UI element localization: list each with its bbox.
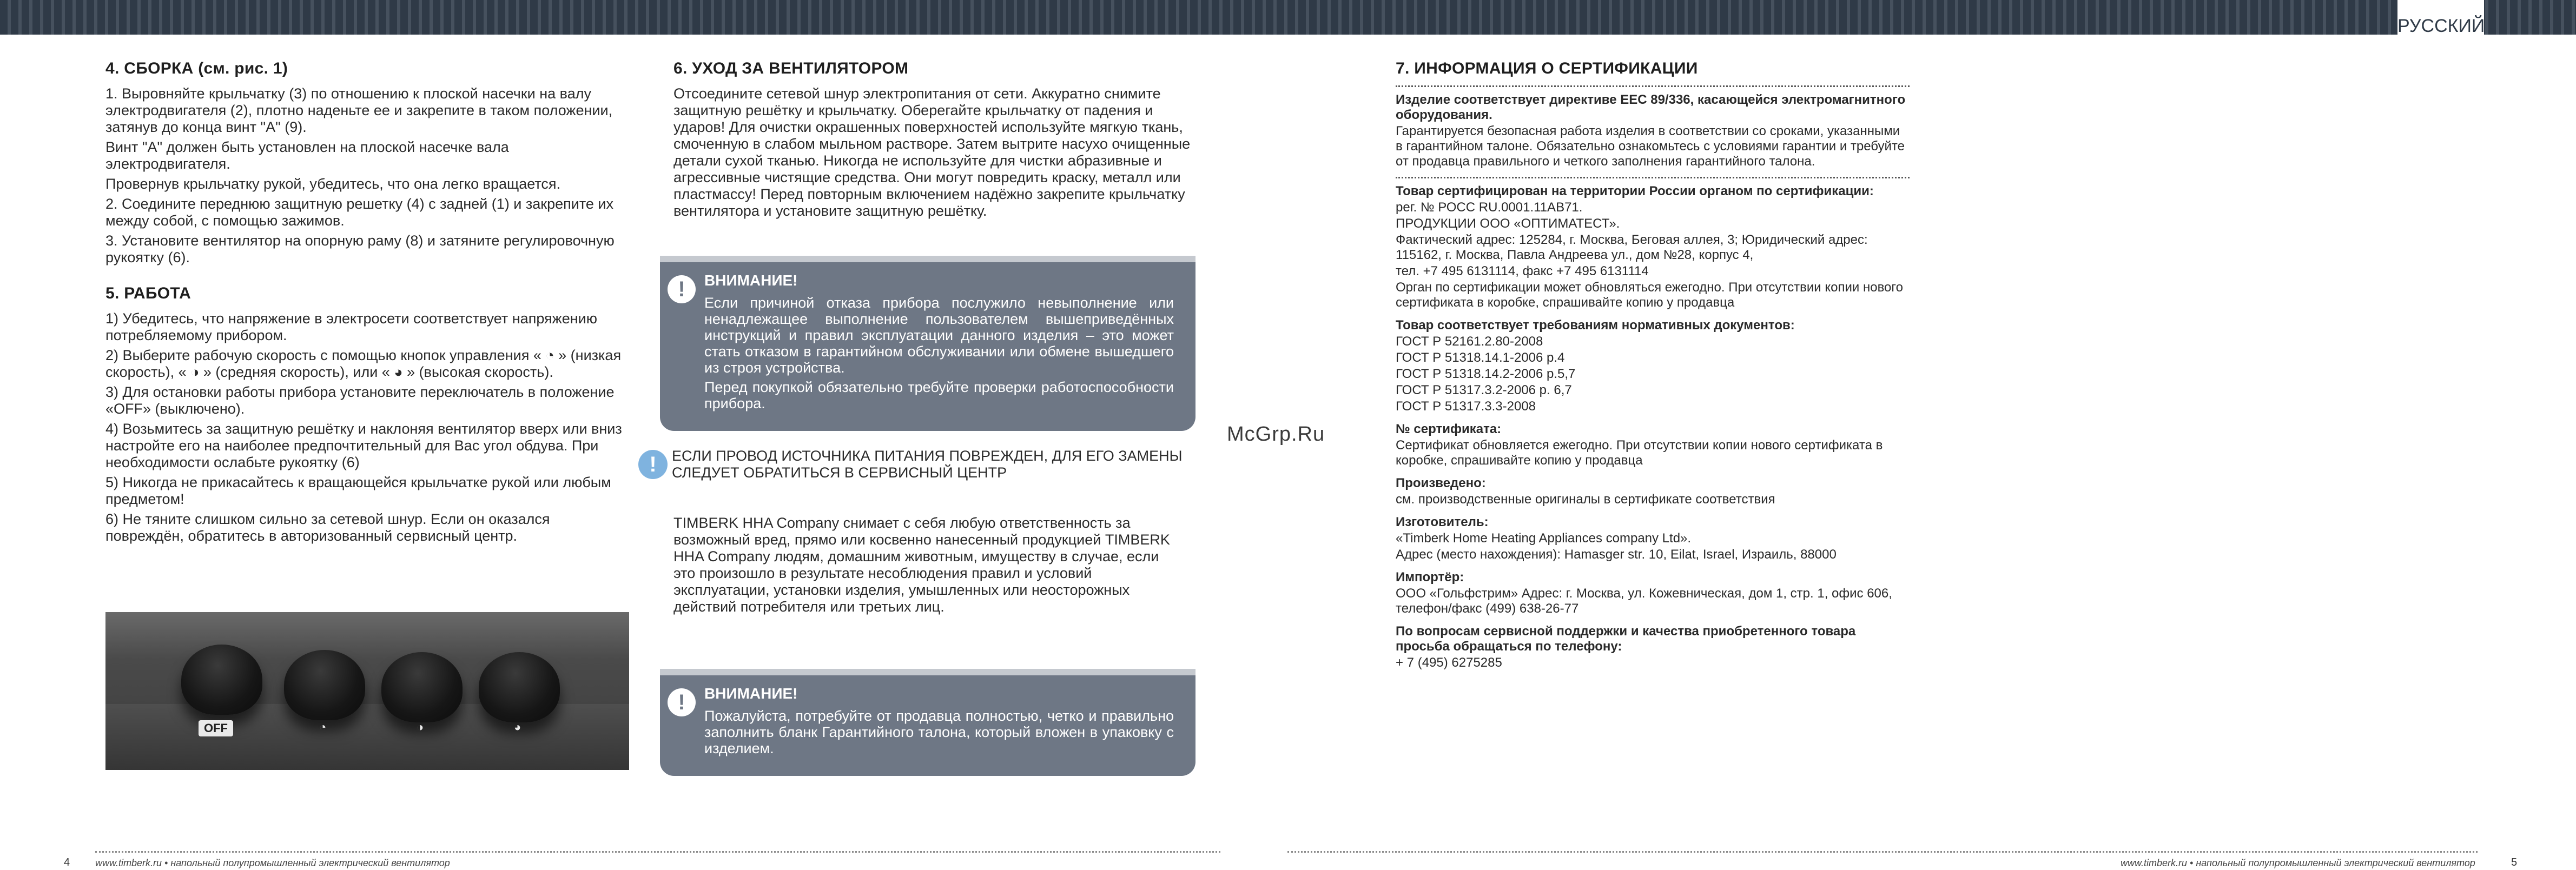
footer-text-left: www.timberk.ru • напольный полупромышленный электрический вентилятор <box>95 858 450 868</box>
right-column <box>1396 59 1910 672</box>
warning-text: Если причиной отказа прибора послужило невыполнение или ненадлежащее выполнение пользователем вышеприведённых инструкций и правил эксплуатации данного изделия – это может стать отказом в гарантийном обслуживании или обмене вышедшего из строя устройства. <box>704 295 1174 376</box>
panel-plate <box>105 704 629 770</box>
watermark: McGrp.Ru <box>1227 423 1325 446</box>
care-text: Отсоедините сетевой шнур электропитания от сети. Аккуратно снимите защитную решётку и крыльчатку. Оберегайте крыльчатку от падения и ударов! Для очистки окрашенных поверхностей используйте мягкую ткань, смоченную в слабом мыльном растворе. Затем вытрите насухо очищенные детали сухой тканью. Никогда не используйте для чистки абразивные и агрессивные чистящие средства. Они могут повредить краску, металл или пластмассу! Перед повторным включением надёжно закрепите крыльчатку вентилятора и установите защитную решётку. <box>673 85 1191 219</box>
support-phone: + 7 (495) 6275285 <box>1396 655 1502 670</box>
off-knob <box>181 645 262 715</box>
cert-line: Орган по сертификации может обновляться ежегодно. При отсутствии копии нового сертификата в коробке, спрашивайте копию у продавца <box>1396 280 1903 310</box>
manufacturer-line: Адрес (место нахождения): Hamasger str. 10, Eilat, Israel, Израиль, 88000 <box>1396 547 1837 562</box>
left-column <box>105 59 625 548</box>
warning-title: ВНИМАНИЕ! <box>704 272 798 289</box>
warning-text: Перед покупкой обязательно требуйте проверки работоспособности прибора. <box>704 379 1174 411</box>
middle-column <box>673 59 1198 223</box>
operation-paragraph: 5) Никогда не прикасайтесь к вращающейся крыльчатке рукой или любым предметом! <box>105 474 611 507</box>
certification-title: 7. ИНФОРМАЦИЯ О СЕРТИФИКАЦИИ <box>1396 59 1698 77</box>
cert-number-heading: № сертификата: <box>1396 422 1502 436</box>
page-number-left: 4 <box>64 856 70 868</box>
assembly-paragraph: 2. Соедините переднюю защитную решетку (4) с задней (1) и закрепите их между собой, с помощью зажимов. <box>105 196 613 229</box>
produced-heading: Произведено: <box>1396 476 1486 490</box>
header-stripe-band <box>0 0 2576 35</box>
off-label: OFF <box>199 720 233 736</box>
manufacturer-heading: Изготовитель: <box>1396 515 1489 529</box>
warning-box-2 <box>660 669 1195 776</box>
liability-disclaimer <box>673 515 1182 619</box>
divider <box>1396 177 1910 178</box>
operation-title: 5. РАБОТА <box>105 284 191 302</box>
produced-text: см. производственные оригиналы в сертификате соответствия <box>1396 492 1775 507</box>
info-alert-icon: ! <box>638 450 668 479</box>
power-alert-text: ЕСЛИ ПРОВОД ИСТОЧНИКА ПИТАНИЯ ПОВРЕЖДЕН, ДЛЯ ЕГО ЗАМЕНЫ СЛЕДУЕТ ОБРАТИТЬСЯ В СЕРВИСНЫЙ ЦЕНТР <box>672 448 1183 481</box>
footer-text-right: www.timberk.ru • напольный полупромышленный электрический вентилятор <box>2121 858 2475 868</box>
standard-item: ГОСТ Р 51317.3.3-2008 <box>1396 399 1536 414</box>
assembly-title: 4. СБОРКА (см. рис. 1) <box>105 59 288 77</box>
warning-title: ВНИМАНИЕ! <box>704 685 798 702</box>
standards-heading: Товар соответствует требованиям нормативных документов: <box>1396 318 1795 333</box>
high-speed-knob <box>479 652 560 722</box>
guarantee-text: Гарантируется безопасная работа изделия в соответствии со сроками, указанными в гарантийном талоне. Обязательно ознакомьтесь с условиями гарантии и требуйте от продавца правильного и четкого заполнения гарантийного талона. <box>1396 124 1905 169</box>
operation-paragraph: 6) Не тяните слишком сильно за сетевой шнур. Если он оказался повреждён, обратитесь в авторизованный сервисный центр. <box>105 511 550 544</box>
assembly-paragraph: Винт "А" должен быть установлен на плоской насечке вала электродвигателя. <box>105 139 509 172</box>
cert-line: тел. +7 495 6131114, факс +7 495 6131114 <box>1396 264 1649 278</box>
standard-item: ГОСТ Р 51318.14.2-2006 р.5,7 <box>1396 367 1576 381</box>
warning-box-1 <box>660 256 1195 431</box>
warning-text: Пожалуйста, потребуйте от продавца полностью, четко и правильно заполнить бланк Гарантийного талона, который вложен в упаковку с изделием. <box>704 708 1174 756</box>
assembly-paragraph: 3. Установите вентилятор на опорную раму (8) и затяните регулировочную рукоятку (6). <box>105 233 615 265</box>
operation-paragraph: 3) Для остановки работы прибора установите переключатель в положение «OFF» (выключено). <box>105 384 615 417</box>
low-speed-knob <box>284 650 365 720</box>
assembly-paragraph: 1. Выровняйте крыльчатку (3) по отношению к плоской насечки на валу электродвигателя (2), плотно наденьте ее и закрепите в таком положении, затянув до конца винт "А" (9). <box>105 85 613 135</box>
importer-heading: Импортёр: <box>1396 570 1464 585</box>
operation-paragraph: 1) Убедитесь, что напряжение в электросети соответствует напряжению потребляемому прибором. <box>105 310 597 343</box>
cert-line: Фактический адрес: 125284, г. Москва, Беговая аллея, 3; Юридический адрес: 115162, г. Москва, Павла Андреева ул., дом №28, корпус 4, <box>1396 233 1868 262</box>
operation-paragraph: 2) Выберите рабочую скорость с помощью кнопок управления « ◔ » (низкая скорость), « ◑ » (средняя скорость), или « ◕ » (высокая скорость). <box>105 347 622 380</box>
support-heading: По вопросам сервисной поддержки и качества приобретенного товара просьба обращаться по телефону: <box>1396 624 1856 654</box>
standard-item: ГОСТ Р 51317.3.2-2006 р. 6,7 <box>1396 383 1572 397</box>
control-panel-photo <box>105 612 629 770</box>
power-cord-alert <box>638 448 1190 484</box>
care-title: 6. УХОД ЗА ВЕНТИЛЯТОРОМ <box>673 59 909 77</box>
warning-icon: ! <box>668 688 696 716</box>
certified-heading: Товар сертифицирован на территории России органом по сертификации: <box>1396 184 1874 198</box>
directive-statement: Изделие соответствует директиве EEC 89/336, касающейся электромагнитного оборудования. <box>1396 92 1906 122</box>
divider <box>1396 85 1910 87</box>
footer-divider-left <box>95 851 1220 853</box>
page-number-right: 5 <box>2511 856 2518 868</box>
warning-icon: ! <box>668 275 696 303</box>
manufacturer-line: «Timberk Home Heating Appliances company Ltd». <box>1396 531 1692 546</box>
operation-paragraph: 4) Возьмитесь за защитную решётку и наклоняя вентилятор вверх или вниз настройте его на наиболее предпочтительный для Вас угол обдува. При необходимости ослабьте рукоятку (6) <box>105 421 622 470</box>
cert-number-text: Сертификат обновляется ежегодно. При отсутствии копии нового сертификата в коробке, спрашивайте копию у продавца <box>1396 438 1883 468</box>
mid-speed-icon: ◑ <box>417 720 424 734</box>
standard-item: ГОСТ Р 51318.14.1-2006 р.4 <box>1396 350 1565 365</box>
high-speed-icon: ◕ <box>514 720 521 734</box>
cert-line: рег. № РОСС RU.0001.11АВ71. <box>1396 200 1583 215</box>
footer-divider-right <box>1287 851 2478 853</box>
language-tab: РУССКИЙ <box>2397 0 2484 43</box>
low-speed-icon: ◔ <box>319 720 327 734</box>
standard-item: ГОСТ Р 52161.2.80-2008 <box>1396 334 1543 349</box>
disclaimer-text: TIMBERK HHA Company снимает с себя любую ответственность за возможный вред, прямо или косвенно нанесенный продукцией TIMBERK HHA Company людям, домашним животным, имуществу в случае, если это произошло в результате несоблюдения правил и условий эксплуатации, установки изделия, умышленных или неосторожных действий потребителя или третьих лиц. <box>673 515 1170 615</box>
cert-line: ПРОДУКЦИИ ООО «ОПТИМАТЕСТ». <box>1396 216 1620 231</box>
assembly-paragraph: Провернув крыльчатку рукой, убедитесь, что она легко вращается. <box>105 176 561 192</box>
importer-text: ООО «Гольфстрим» Адрес: г. Москва, ул. Кожевническая, дом 1, стр. 1, офис 606, телефон/факс (499) 638-26-77 <box>1396 586 1892 616</box>
mid-speed-knob <box>381 652 463 722</box>
